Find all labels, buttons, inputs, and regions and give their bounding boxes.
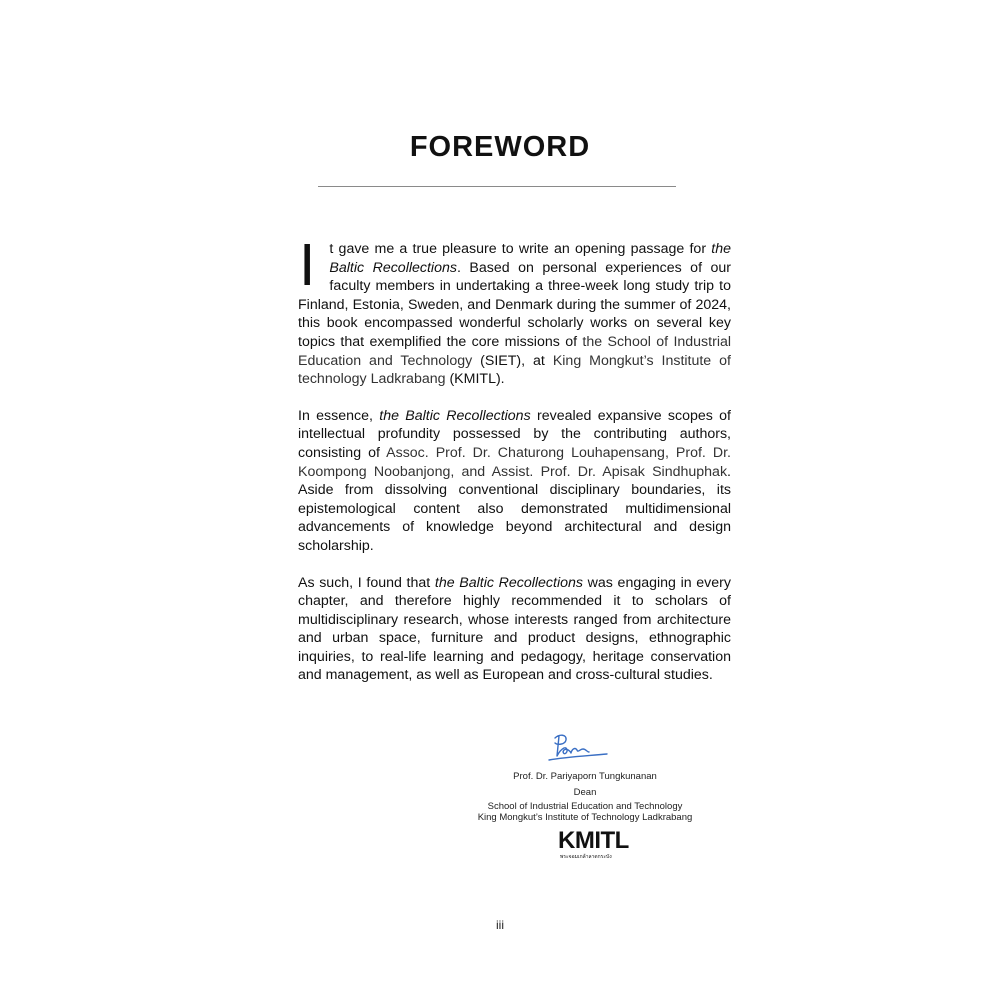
p1-text-1: t gave me a true pleasure to write an opening passage for — [329, 241, 712, 257]
signatory-position: Dean — [573, 786, 597, 798]
p1-text-4: (KMITL). — [445, 371, 505, 388]
signature-block — [440, 769, 730, 823]
book-title-ref: the Baltic Recollections — [329, 241, 731, 276]
institute-name-ref: King Mongkut’s Institute of technology Ladkrabang — [298, 352, 731, 388]
book-title-ref: the Baltic Recollections — [379, 407, 531, 424]
p3-text-1: As such, I found that — [298, 574, 435, 591]
paragraph-2 — [298, 407, 731, 556]
book-title-ref: the Baltic Recollections — [434, 574, 583, 591]
school-name-ref: the School of Industrial Education and Technology — [298, 333, 732, 369]
authors-list: Assoc. Prof. Dr. Chaturong Louhapensang, Prof. Dr. Koompong Noobanjong, and Assist. Prof. Dr. Apisak Sindhuphak — [298, 444, 731, 480]
signatory-school: School of Industrial Education and Technology — [487, 801, 683, 812]
foreword-body — [298, 232, 732, 703]
p1-text-3: (SIET), at — [472, 352, 553, 369]
page-title: FOREWORD — [409, 131, 591, 163]
logo-subtext: พระจอมเกล้าลาดกระบัง — [560, 854, 612, 860]
handwritten-signature — [545, 730, 615, 766]
p2-text-2: revealed expansive scopes of intellectual profundity possessed by the contributing authors, consisting of — [298, 407, 731, 461]
signatory-institute: King Mongkut’s Institute of Technology Ladkrabang — [477, 812, 693, 823]
title-divider — [318, 186, 676, 187]
p1-text-2: . Based on personal experiences of our faculty members in undertaking a three-week long study trip to Finland, Estonia, Sweden, and Denmark during the summer of 2024, this book encompassed wonderful scholarly works on several key topics that exemplified the core missions of — [298, 259, 731, 350]
signatory-name: Prof. Dr. Pariyaporn Tungkunanan — [513, 771, 657, 782]
p2-text-1: In essence, — [298, 407, 380, 424]
paragraph-3 — [298, 574, 731, 686]
drop-cap: I — [299, 232, 316, 298]
page-number: iii — [496, 918, 504, 932]
logo-wordmark: KMITL — [558, 827, 629, 854]
p2-text-3: . Aside from dissolving conventional disciplinary boundaries, its epistemological content also demonstrated multidimensional advancements of knowledge beyond architectural and design scholarship. — [298, 463, 731, 554]
paragraph-1 — [298, 232, 732, 389]
kmitl-logo — [558, 828, 640, 868]
p3-text-2: was engaging in every chapter, and therefore highly recommended it to scholars of multidisciplinary research, whose interests ranged from architecture and urban space, furniture and product designs, ethnographic inquiries, to real-life learning and pedagogy, heritage conservation and management, as well as European and cross-cultural studies. — [298, 574, 731, 684]
